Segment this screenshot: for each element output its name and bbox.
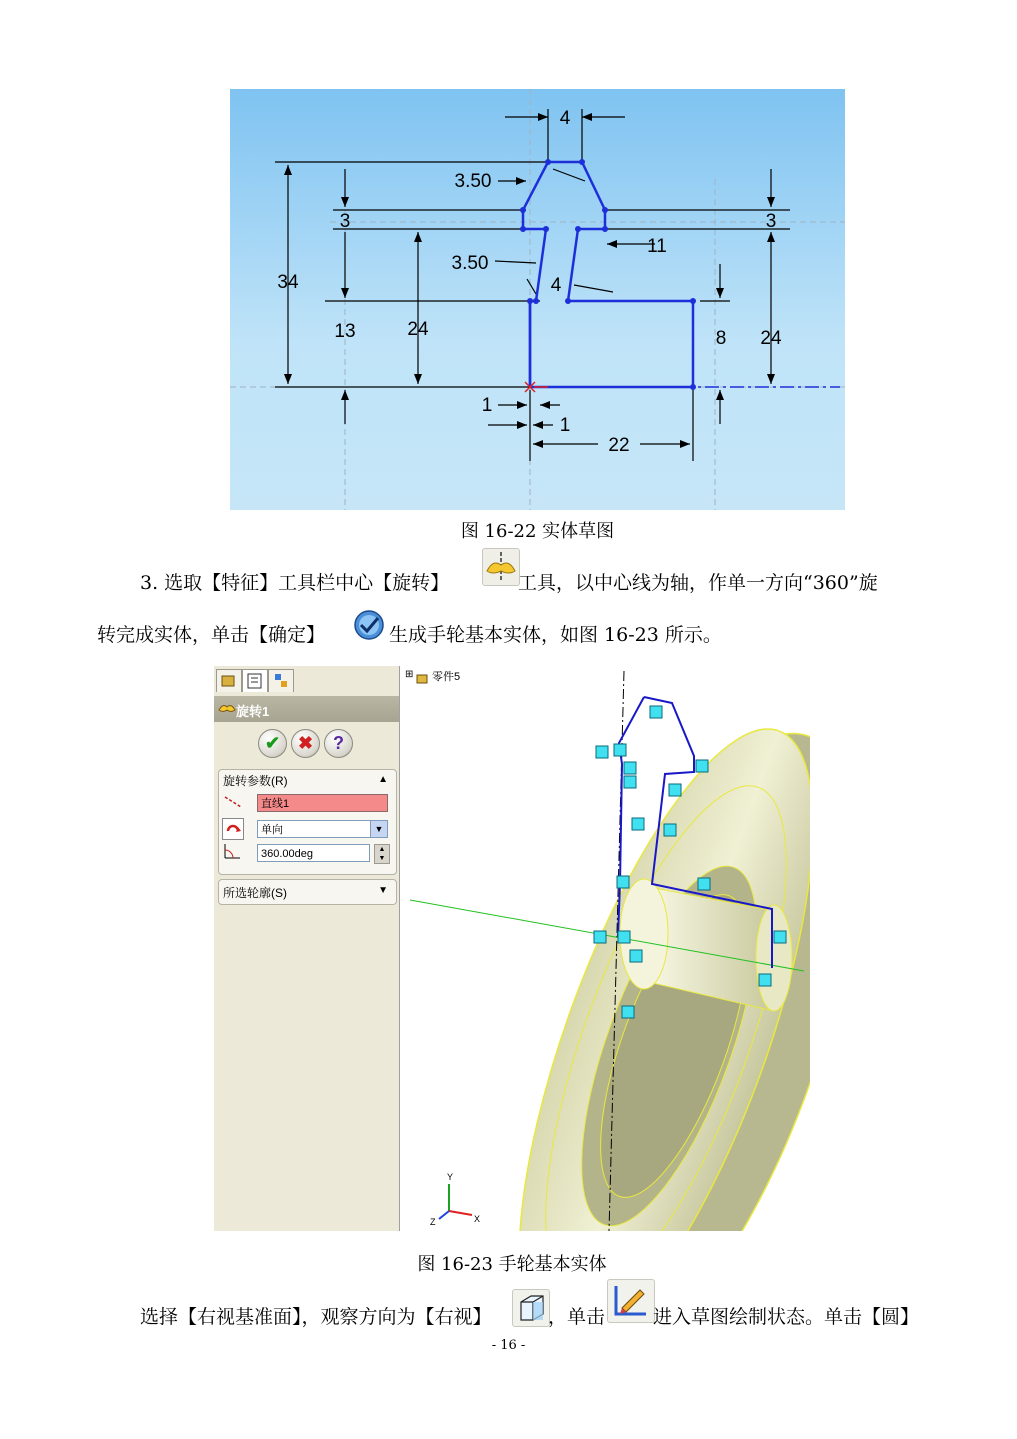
paragraph1-line2a: 转完成实体，单击【确定】 bbox=[97, 624, 326, 646]
dim-offset-right: 11 bbox=[647, 236, 667, 257]
right-view-icon bbox=[512, 1289, 550, 1327]
help-button[interactable]: ? bbox=[324, 729, 353, 758]
dim-left-height: 24 bbox=[407, 319, 429, 340]
sketch-profile bbox=[523, 162, 693, 387]
angle-spinner[interactable]: ▲ ▼ bbox=[374, 844, 390, 864]
sketch-figure bbox=[230, 89, 845, 510]
angle-input[interactable]: 360.00deg bbox=[257, 844, 370, 862]
confirm-check-icon bbox=[352, 608, 386, 642]
dim-top-width: 4 bbox=[559, 108, 571, 129]
dim-base-length: 22 bbox=[608, 435, 630, 456]
paragraph1-line1b: 工具，以中心线为轴，作单一方向“360”旋 bbox=[518, 572, 878, 594]
revolve-window bbox=[214, 666, 810, 1231]
ok-button[interactable]: ✔ bbox=[258, 729, 287, 758]
tree-root-label[interactable]: 零件5 bbox=[432, 671, 461, 683]
triad-y: Y bbox=[447, 1172, 454, 1182]
figure1-caption: 图 16-22 实体草图 bbox=[460, 521, 615, 542]
revolve-params-group bbox=[218, 769, 397, 875]
expand-arrow-icon[interactable]: ▼ bbox=[378, 885, 388, 896]
property-manager-tab[interactable] bbox=[242, 669, 268, 692]
revolved-model bbox=[400, 666, 810, 1231]
figure2-caption: 图 16-23 手轮基本实体 bbox=[417, 1254, 607, 1275]
dim-height-total: 34 bbox=[277, 272, 299, 293]
dim-boss-height: 8 bbox=[715, 328, 727, 349]
sketch-drawing bbox=[230, 89, 845, 510]
angle-icon bbox=[222, 842, 242, 863]
cancel-button[interactable]: ✖ bbox=[291, 729, 320, 758]
dim-right-height: 24 bbox=[760, 328, 782, 349]
revolve-params-header[interactable]: 旋转参数(R) bbox=[223, 774, 288, 788]
property-manager-panel bbox=[214, 666, 400, 1231]
dim-gap-left: 1 bbox=[481, 395, 493, 416]
selected-contours-group bbox=[218, 879, 397, 905]
configuration-manager-tab[interactable] bbox=[268, 669, 294, 692]
dim-hub-height: 13 bbox=[334, 321, 356, 342]
dim-chamfer-left: 3.50 bbox=[454, 171, 492, 192]
paragraph1-line2b: 生成手轮基本实体，如图 16-23 所示。 bbox=[389, 624, 722, 646]
triad-z: Z bbox=[430, 1217, 436, 1227]
sketch-pencil-icon bbox=[607, 1279, 655, 1323]
dim-step-right: 3 bbox=[765, 211, 777, 232]
paragraph2-text-c: 进入草图绘制状态。单击【圆】 bbox=[653, 1306, 920, 1328]
selected-contours-header[interactable]: 所选轮廓(S) bbox=[223, 886, 287, 900]
dim-inner-width: 4 bbox=[550, 275, 562, 296]
dim-gap-right: 1 bbox=[559, 415, 571, 436]
collapse-arrow-icon[interactable]: ▲ bbox=[378, 774, 388, 785]
feature-title: 旋转1 bbox=[236, 704, 270, 719]
axis-selection-field[interactable]: 直线1 bbox=[257, 794, 388, 812]
chevron-down-icon[interactable]: ▼ bbox=[370, 821, 387, 837]
paragraph2-text-a: 选择【右视基准面】，观察方向为【右视】 bbox=[140, 1306, 492, 1328]
reverse-direction-icon[interactable] bbox=[222, 818, 244, 840]
part-icon bbox=[416, 669, 430, 688]
revolve-tool-icon bbox=[482, 548, 520, 586]
feature-manager-tab[interactable] bbox=[216, 669, 242, 692]
tree-expand-icon[interactable]: ⊞ bbox=[405, 669, 414, 680]
dim-step-left: 3 bbox=[339, 211, 351, 232]
triad-x: X bbox=[474, 1214, 481, 1224]
revolve-feature-icon bbox=[218, 701, 236, 718]
paragraph1-line1a: 3. 选取【特征】工具栏中心【旋转】 bbox=[140, 572, 450, 594]
direction-value: 单向 bbox=[261, 824, 283, 836]
graphics-area[interactable] bbox=[400, 666, 810, 1231]
axis-icon bbox=[223, 794, 243, 813]
paragraph2-text-b: ，单击 bbox=[548, 1306, 606, 1328]
dim-chamfer-inner: 3.50 bbox=[451, 253, 489, 274]
direction-select[interactable] bbox=[257, 820, 388, 838]
feature-title-bar bbox=[214, 696, 399, 722]
page-number: - 16 - bbox=[491, 1338, 526, 1353]
